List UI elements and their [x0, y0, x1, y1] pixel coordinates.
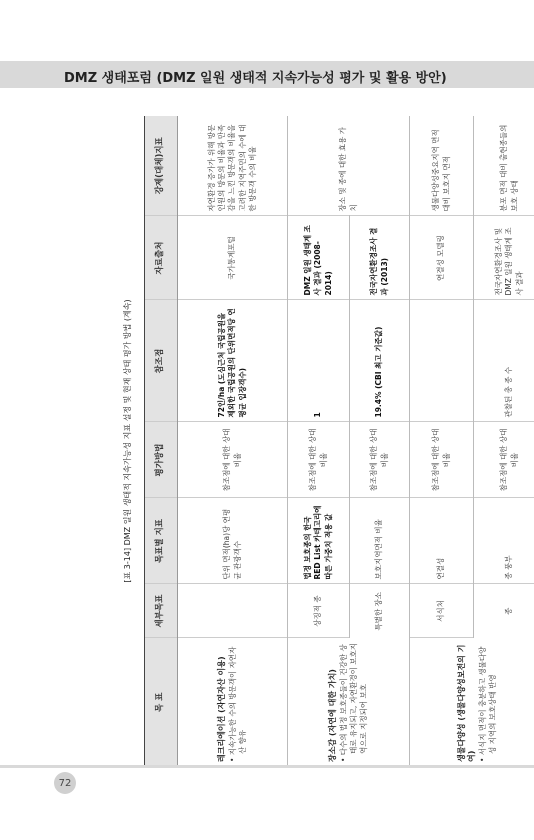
goal-title: 레크리에이션 (자연자산 이용): [216, 656, 226, 762]
proxy-cell: 분포 면적 대비 출현종들의 보호 상태: [474, 116, 534, 216]
col-header-reference: 참조점: [145, 300, 178, 422]
reference-cell: [350, 300, 410, 422]
method-cell: 참조점에 대한 상대비율: [350, 422, 410, 498]
table-header-row: [145, 116, 178, 766]
col-header-method: 평가방법: [145, 422, 178, 498]
subgoal-cell: 서식처: [410, 584, 474, 638]
table-row: [178, 116, 288, 766]
proxy-cell: 장소 및 종에 대한 효용 가치: [288, 116, 410, 216]
indicator-cell: 보호지역면적 비율: [350, 498, 410, 584]
method-cell: 참조점에 대한 상대비율: [410, 422, 474, 498]
page-number-badge: [54, 772, 76, 794]
goal-title: 장소감 (자연에 대한 가치): [327, 669, 337, 762]
reference-cell: [410, 300, 474, 422]
goal-cell: [288, 638, 410, 766]
goal-description: • 다수의 법정 보호종들이 건강한 상태로 유지되고, 자연환경이 보호지역으로 지정되어 보호: [338, 643, 368, 762]
reference-cell: 관찰된 총 종 수: [474, 300, 534, 422]
subgoal-cell: 상징적 종: [288, 584, 350, 638]
proxy-cell: 자연환경 증가가 위해 방문인원의 방문의 비율과 만족감을 느낀 방문객의 비율을 고려한 지역주민의 수에 대한 방문객 수의 비율: [178, 116, 288, 216]
subgoal-cell: 종: [474, 584, 534, 638]
indicator-table: [144, 116, 534, 766]
indicator-cell: 종 풍부: [474, 498, 534, 584]
subgoal-cell: 특별한 장소: [350, 584, 410, 638]
col-header-goal: 목 표: [145, 638, 178, 766]
method-cell: 참조점에 대한 상대비율: [288, 422, 350, 498]
source-text: DMZ 일원 생태계 조사 결과 (2008-2014): [303, 225, 333, 296]
reference-text: 1: [313, 412, 323, 418]
source-cell: 전국자연환경조사 및 DMZ 일원 생태계 조사 결과: [474, 216, 534, 300]
col-header-subgoal: 세부목표: [145, 584, 178, 638]
col-header-indicator: 목표별 지표: [145, 498, 178, 584]
subgoal-cell: [178, 584, 288, 638]
source-cell: 연결성 모델링: [410, 216, 474, 300]
method-cell: 참조점에 대한 상대비율: [474, 422, 534, 498]
goal-cell: [178, 638, 288, 766]
footer-rule: [0, 765, 534, 768]
reference-text: 19.4% (CBI 최고 기준값): [374, 326, 384, 418]
col-header-source: 자료출처: [145, 216, 178, 300]
goal-description: • 지속가능한 수의 방문객이 자연자산 향유: [227, 646, 247, 762]
reference-cell: [288, 300, 350, 422]
reference-text: 72인/ha (도심근처 국립공원을 제외한 국립공원의 단위면적당 연평균 입장객수): [217, 308, 247, 418]
indicator-cell: 단위 면적(ha)당 연평균 관광객수: [178, 498, 288, 584]
indicator-cell: [288, 498, 350, 584]
source-text: 전국자연환경조사 결과 (2013): [369, 227, 389, 296]
goal-title: 생물다양성 (생물다양성보전의 기여): [456, 644, 477, 762]
table-row: [288, 116, 350, 766]
page-number: 72: [58, 777, 72, 789]
source-cell: [350, 216, 410, 300]
goal-cell: [410, 638, 534, 766]
indicator-text: 법정 보호종의 한국 RED List 카테고리에 따른 가중치 적용 값: [303, 505, 333, 580]
source-cell: [288, 216, 350, 300]
table-caption: [표 3-14] DMZ 일원 생태적 지속가능성 지표 설정 및 현재 상태 평가 방법 (계속): [123, 299, 132, 583]
col-header-proxy: 강제(대체)지표: [145, 116, 178, 216]
goal-description: • 서식지 면적이 충분하고 생물다양성 지역의 보호상태 반영: [478, 646, 498, 762]
indicator-cell: 연결성: [410, 498, 474, 584]
reference-cell: [178, 300, 288, 422]
method-cell: 참조점에 대한 상대비율: [178, 422, 288, 498]
table-row: [410, 116, 474, 766]
source-cell: 국가통계포털: [178, 216, 288, 300]
running-header-title: DMZ 생태포럼 (DMZ 일원 생태적 지속가능성 평가 및 활용 방안): [64, 71, 447, 86]
proxy-cell: 생물다양성중요지역 면적 대비 보호지 면적: [410, 116, 474, 216]
rotated-table-area: [120, 116, 534, 766]
